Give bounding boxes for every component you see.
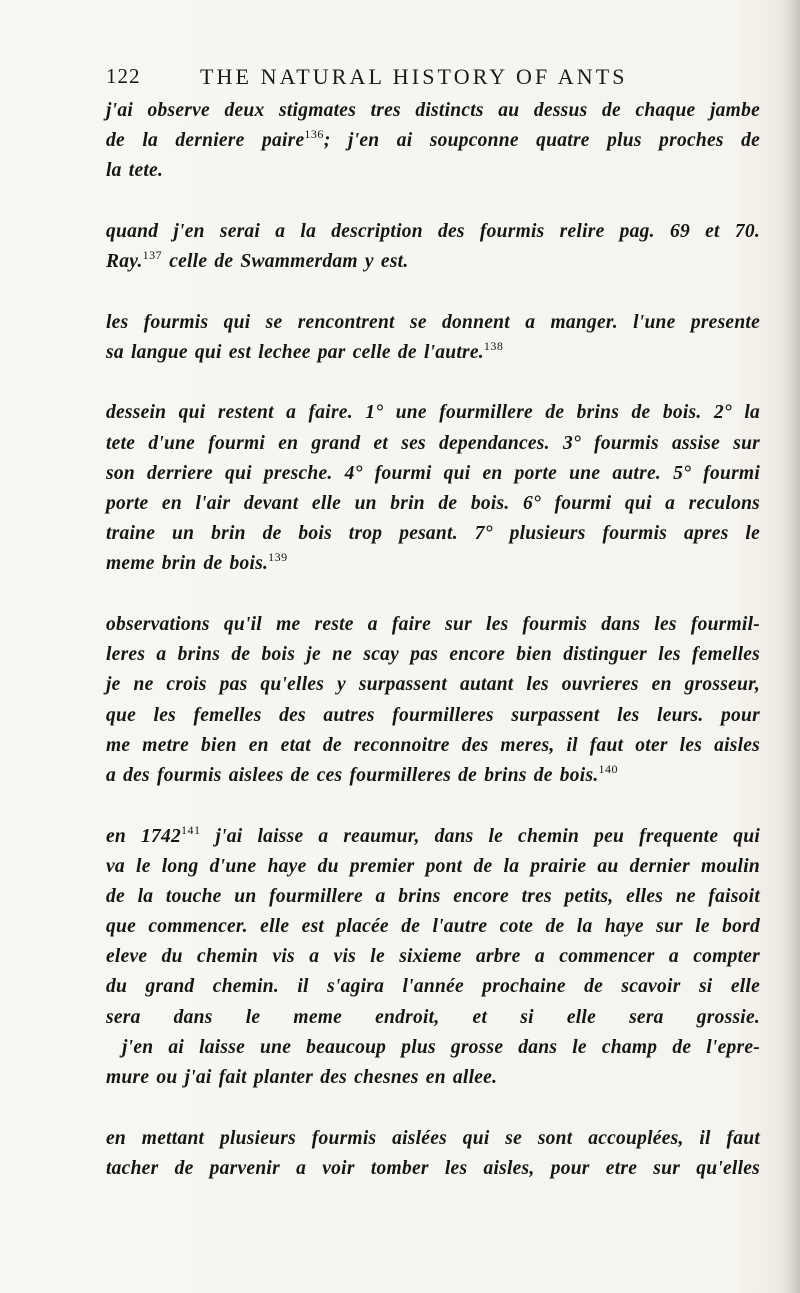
paragraph [106, 822, 760, 1094]
line-text: va le long d'une haye du premier pont de la prairie au dernier moulin [106, 855, 760, 877]
line-text: mure ou j'ai fait planter des chesnes en allee. [106, 1067, 498, 1089]
paragraph [106, 610, 760, 791]
line-text: tacher de parvenir a voir tomber les aisles, pour etre sur qu'elles [106, 1157, 760, 1179]
text-line [106, 852, 760, 882]
page-number: 122 [106, 64, 141, 88]
line-text: observations qu'il me reste a faire sur les fourmis dans les fourmil- [106, 614, 760, 635]
text-line [106, 338, 760, 368]
footnote-marker: 138 [483, 338, 504, 353]
text-line [106, 308, 760, 338]
paragraph [106, 398, 760, 579]
text-line [106, 1063, 760, 1093]
text-line [106, 822, 760, 852]
line-text: eleve du chemin vis a vis le sixieme arbre a commencer a compter [106, 946, 760, 968]
line-text: tete d'une fourmi en grand et ses dependances. 3° fourmis assise sur [106, 432, 760, 454]
line-text: j'en ai laisse une beaucoup plus grosse dans le champ de l'epre- [122, 1036, 760, 1058]
text-line [106, 1003, 760, 1033]
paragraph-gap [106, 791, 760, 821]
page-edge-shadow [782, 0, 800, 1293]
line-text: a des fourmis aislees de ces fourmilleres de brins de bois. [106, 764, 599, 786]
text-line [106, 247, 760, 277]
text-line [106, 96, 760, 126]
line-text: me metre bien en etat de reconnoitre des meres, il faut oter les aisles [106, 734, 760, 756]
paragraph [106, 217, 760, 277]
line-text: que commencer. elle est placée de l'autre cote de la haye sur le bord [106, 916, 760, 938]
line-text: dessein qui restent a faire. 1° une fourmillere de brins de bois. 2° la [106, 402, 760, 424]
text-line [106, 126, 760, 156]
text-line [106, 459, 760, 489]
paragraph-gap [106, 187, 760, 217]
line-text: du grand chemin. il s'agira l'année prochaine de scavoir si elle [106, 976, 760, 998]
paragraph-gap [106, 1093, 760, 1123]
text-line [106, 519, 760, 549]
paragraph-gap [106, 580, 760, 610]
paragraph-gap [106, 368, 760, 398]
text-line [106, 398, 760, 428]
line-text: quand j'en serai a la description des fourmis relire pag. 69 et 70. [106, 220, 760, 242]
text-line [106, 912, 760, 942]
footnote-marker: 140 [598, 761, 618, 776]
footnote-marker: 137 [142, 248, 163, 263]
text-line [106, 217, 760, 247]
line-text: les fourmis qui se rencontrent se donnent a manger. l'une presente [106, 311, 760, 333]
line-text-tail: celle de Swammerdam y est. [162, 251, 409, 273]
paragraph [106, 1124, 760, 1184]
text-line [106, 701, 760, 731]
line-text-tail: ; j'en ai soupconne quatre plus proches de [323, 130, 761, 152]
text-line [106, 156, 760, 186]
line-text: la tete. [106, 160, 164, 182]
text-line [106, 610, 760, 640]
text-line [106, 549, 760, 579]
text-line [106, 429, 760, 459]
text-line [106, 1154, 760, 1184]
text-line [106, 489, 760, 519]
line-text: je ne crois pas qu'elles y surpassent autant les ouvrieres en grosseur, [106, 674, 760, 696]
text-line [106, 942, 760, 972]
line-text: son derriere qui presche. 4° fourmi qui en porte une autre. 5° fourmi [106, 462, 760, 484]
line-text: en 1742 [106, 825, 181, 847]
paragraph [106, 308, 760, 368]
text-line [106, 972, 760, 1002]
footnote-marker: 136 [304, 127, 324, 142]
line-text: de la derniere paire [106, 130, 305, 152]
line-text: en mettant plusieurs fourmis aislées qui se sont accouplées, il faut [106, 1127, 760, 1149]
footnote-marker: 139 [268, 550, 288, 565]
line-text: sera dans le meme endroit, et si elle sera grossie. [106, 1006, 760, 1028]
body-text [106, 96, 760, 1184]
line-text: Ray. [106, 251, 143, 273]
line-text-tail: j'ai laisse a reaumur, dans le chemin peu frequente qui [200, 825, 760, 847]
text-line [106, 731, 760, 761]
line-text: porte en l'air devant elle un brin de bois. 6° fourmi qui a reculons [106, 493, 760, 515]
text-line [106, 640, 760, 670]
line-text: j'ai observe deux stigmates tres distincts au dessus de chaque jambe [106, 100, 760, 121]
text-line [106, 761, 760, 791]
line-text: traine un brin de bois trop pesant. 7° plusieurs fourmis apres le [106, 523, 760, 545]
paragraph [106, 96, 760, 187]
line-text: meme brin de bois. [106, 553, 269, 575]
text-line [106, 1124, 760, 1154]
paragraph-gap [106, 277, 760, 307]
line-text: que les femelles des autres fourmilleres surpassent les leurs. pour [106, 704, 760, 726]
running-head [106, 64, 746, 98]
line-text: sa langue qui est lechee par celle de l'autre. [106, 341, 484, 363]
line-text: de la touche un fourmillere a brins encore tres petits, elles ne faisoit [106, 885, 760, 907]
book-title: THE NATURAL HISTORY OF ANTS [200, 64, 628, 89]
text-line [106, 670, 760, 700]
text-line [106, 882, 760, 912]
footnote-marker: 141 [180, 822, 201, 837]
line-text: leres a brins de bois je ne scay pas encore bien distinguer les femelles [106, 644, 760, 666]
text-line [106, 1033, 760, 1063]
